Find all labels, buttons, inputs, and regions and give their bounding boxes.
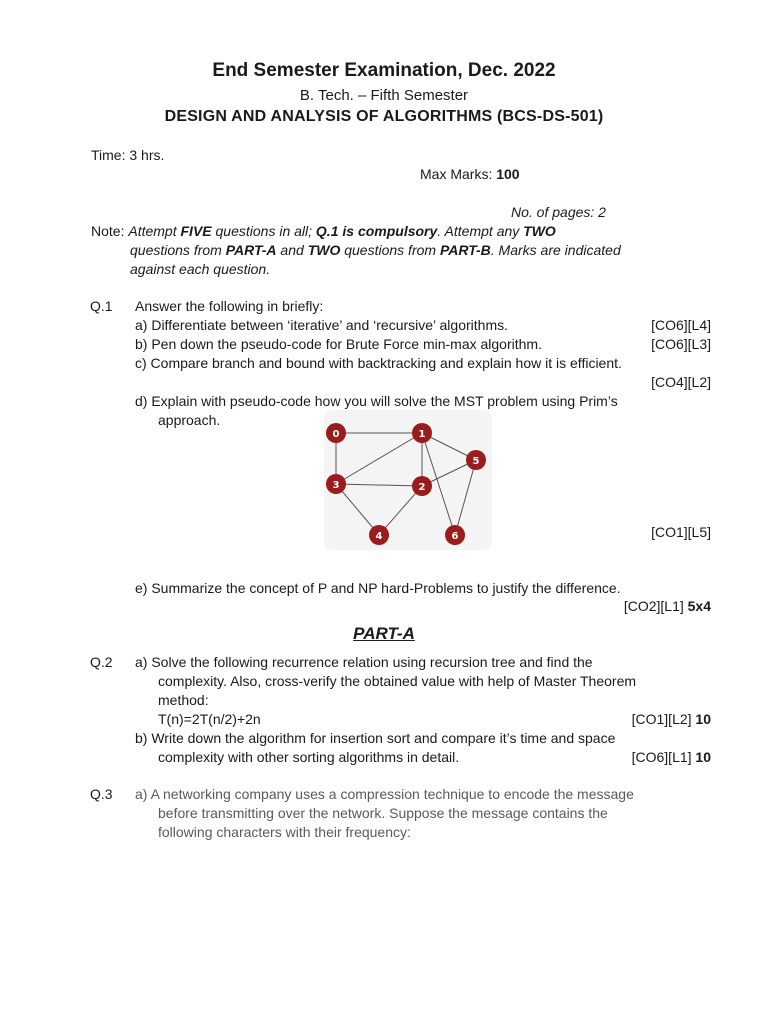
course-title: DESIGN AND ANALYSIS OF ALGORITHMS (BCS-DS-501) [164,108,604,125]
q2-part-b-line2: complexity with other sorting algorithms in detail. [158,749,460,765]
note-p2: questions in all; [211,223,316,239]
q1-number: Q.1 [90,298,113,314]
q2-b-marks: 10 [695,749,711,765]
q3-part-a-line3: following characters with their frequency: [158,824,411,840]
note-p7: . Marks are indicated [490,242,621,258]
q3-number: Q.3 [90,786,113,802]
q1-e-tag-text: [CO2][L1] [623,598,688,614]
note-two-2: TWO [307,242,341,258]
exam-title: End Semester Examination, Dec. 2022 [212,60,556,81]
note-line-3: against each question. [130,261,271,277]
note-compulsory: Q.1 is compulsory [315,223,438,239]
q1-part-c: c) Compare branch and bound with backtracking and explain how it is efficient. [135,355,622,371]
note-p3: . Attempt any [437,223,524,239]
q2-a-tag-text: [CO1][L2] [631,711,696,727]
graph-node-label-6: 6 [451,531,459,542]
q1-e-marks: 5x4 [687,598,711,614]
program-subtitle: B. Tech. – Fifth Semester [299,87,469,104]
graph-edge-5-6 [455,460,476,535]
q3-part-a-line2: before transmitting over the network. Suppose the message contains the [158,805,608,821]
graph-figure [324,410,492,550]
note-text-1 [128,223,555,239]
max-marks-value: 100 [496,166,520,182]
q1-part-e-tag [624,598,711,614]
note-p6: questions from [340,242,440,258]
q2-a-marks: 10 [695,711,711,727]
q1-part-e: e) Summarize the concept of P and NP hard-Problems to justify the difference. [135,580,621,596]
graph-node-label-4: 4 [375,531,383,542]
q1-part-b: b) Pen down the pseudo-code for Brute Force min-max algorithm. [135,336,542,352]
q2-part-a-line2: complexity. Also, cross-verify the obtained value with help of Master Theorem [158,673,637,689]
graph-node-label-5: 5 [472,456,480,467]
note-p5: and [276,242,308,258]
q2-part-a-tag [632,711,711,727]
q2-b-tag-text: [CO6][L1] [631,749,696,765]
note-p4: questions from [130,242,226,258]
graph-edge-1-3 [336,433,422,484]
graph-node-label-3: 3 [332,480,340,491]
max-marks [420,166,520,182]
q2-part-b-tag [632,749,711,765]
q1-intro: Answer the following in briefly: [135,298,324,314]
q2-recurrence: T(n)=2T(n/2)+2n [158,711,261,727]
part-a-heading: PART-A [353,624,415,643]
mst-graph [324,410,492,550]
q2-part-b-line1: b) Write down the algorithm for insertion sort and compare it’s time and space [135,730,616,746]
note-line-1 [91,223,668,239]
graph-edge-3-4 [336,484,379,535]
exam-time: Time: 3 hrs. [91,147,165,163]
q3-part-a-line1: a) A networking company uses a compression technique to encode the message [135,786,634,802]
q2-part-a-line3: method: [158,692,209,708]
graph-node-label-2: 2 [418,482,426,493]
note-label: Note: [91,223,125,239]
note-five: FIVE [180,223,212,239]
note-parta: PART-A [225,242,277,258]
note-line-2 [130,242,621,258]
note-partb: PART-B [439,242,491,258]
graph-node-label-1: 1 [418,429,426,440]
q2-number: Q.2 [90,654,113,670]
page-count: No. of pages: 2 [511,204,606,220]
q1-part-a: a) Differentiate between ‘iterative’ and ‘recursive’ algorithms. [135,317,508,333]
q2-part-a-line1: a) Solve the following recurrence relation using recursion tree and find the [135,654,593,670]
q1-part-b-tag: [CO6][L3] [651,336,711,352]
q1-part-a-tag: [CO6][L4] [651,317,711,333]
max-marks-label: Max Marks: [420,166,497,182]
q1-part-d-line1: d) Explain with pseudo-code how you will solve the MST problem using Prim’s [135,393,618,409]
graph-node-label-0: 0 [332,429,340,440]
graph-edge-3-2 [336,484,422,486]
q1-part-d-tag: [CO1][L5] [651,524,711,540]
note-two-1: TWO [523,223,556,239]
q1-part-c-tag: [CO4][L2] [651,374,711,390]
q1-part-d-line2: approach. [158,412,221,428]
note-p1: Attempt [128,223,181,239]
